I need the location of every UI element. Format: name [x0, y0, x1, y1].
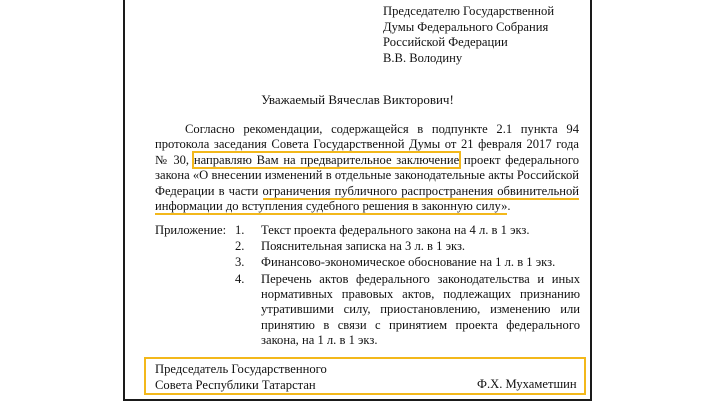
signatory-title: [155, 362, 327, 393]
greeting: Уважаемый Вячеслав Викторович!: [261, 92, 454, 107]
underlined-phrase: ограничения публичного распространения обвинительной: [262, 183, 579, 198]
attachment-number: 1.: [235, 223, 245, 237]
document-page: [123, 0, 592, 401]
addressee-block: [383, 4, 554, 66]
attachment-item: [235, 272, 580, 349]
addressee-name: В.В. Володину: [383, 50, 463, 65]
attachment-item: [235, 255, 580, 270]
signatory-name: Ф.Х. Мухаметшин: [477, 377, 577, 391]
body-line: [155, 153, 579, 168]
attachment-text: Текст проекта федерального закона на 4 л. в 1 экз.: [261, 223, 530, 237]
addressee-line: Председателю Государственной: [383, 4, 555, 18]
addressee-line: Думы Федерального Собрания: [383, 19, 549, 34]
body-text: Федерации в части: [155, 183, 263, 198]
attachment-list: [235, 223, 580, 349]
signatory-title-line: Совета Республики Татарстан: [155, 377, 316, 392]
attachment-text: Перечень актов федерального законодательства и иных: [261, 271, 580, 286]
body-line: [155, 199, 579, 214]
attachment-number: 4.: [235, 271, 245, 286]
attachment-label: Приложение:: [155, 223, 227, 237]
signatory-title-line: Председатель Государственного: [155, 362, 327, 376]
attachment-item: [235, 223, 580, 238]
body-text: проект федерального: [459, 152, 579, 167]
attachment-number: 2.: [235, 239, 245, 254]
attachment-text: утратившими силу, приостановлению, изменению или: [261, 302, 580, 317]
attachment-text: принятию в связи с принятием проекта федерального: [261, 317, 580, 332]
attachment-item: [235, 239, 580, 254]
body-line: протокола заседания Совета Государственной Думы от 21 февраля 2017 года: [155, 137, 579, 152]
body-line: закона «О внесении изменений в отдельные законодательные акты Российской: [155, 168, 579, 183]
body-text: № 30,: [155, 152, 194, 167]
attachment-text: Финансово-экономическое обоснование на 1 л. в 1 экз.: [261, 255, 556, 270]
highlighted-phrase: направляю Вам на предварительное заключение: [193, 152, 460, 167]
attachment-number: 3.: [235, 255, 245, 270]
body-paragraph: [155, 122, 579, 214]
addressee-line: Российской Федерации: [383, 35, 508, 50]
attachment-text: Пояснительная записка на 3 л. в 1 экз.: [261, 239, 466, 254]
underlined-phrase: информации до вступления судебного решения в законную силу»: [155, 198, 508, 213]
body-text: .: [507, 198, 511, 213]
attachment-text: закона, на 1 л. в 1 экз.: [261, 333, 378, 348]
attachment-text: нормативных правовых актов, подлежащих признанию: [261, 286, 580, 301]
body-line: Согласно рекомендации, содержащейся в подпункте 2.1 пункта 94: [185, 122, 579, 136]
body-line: [155, 184, 579, 199]
